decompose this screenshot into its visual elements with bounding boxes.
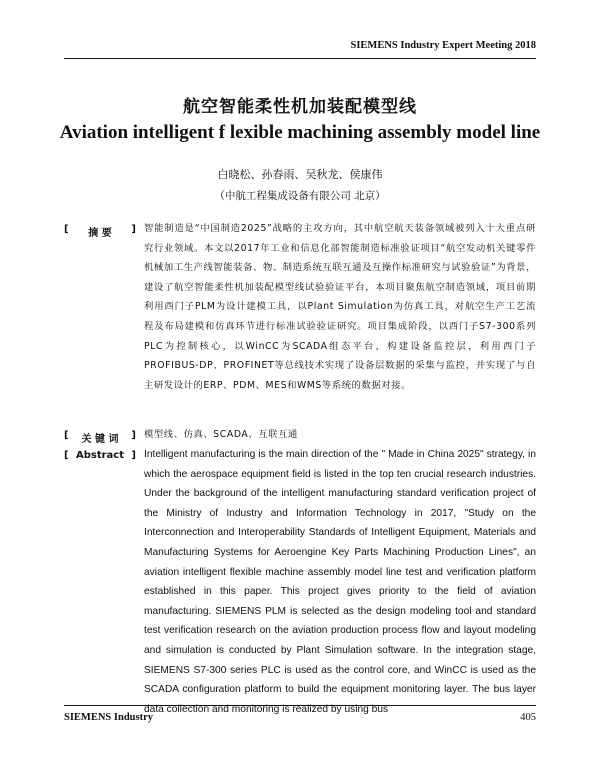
bracket-open: [ (64, 224, 69, 235)
keywords-text: 模型线、仿真、SCADA、互联互通 (144, 429, 298, 440)
abstract-en-label (64, 450, 136, 461)
keywords-label (64, 430, 136, 445)
footer-publication: SIEMENS Industry (64, 712, 153, 723)
bracket-open: [ (64, 450, 69, 461)
abstract-en-label-text: Abstract (75, 450, 125, 461)
bracket-open: [ (64, 430, 69, 441)
affiliation: （中航工程集成设备有限公司 北京） (214, 190, 386, 202)
keywords-label-text: 关 键 词 (81, 434, 119, 445)
abstract-cn-label (64, 224, 136, 239)
title-english: Aviation intelligent f lexible machining assembly model line (59, 122, 541, 143)
abstract-en-text: Intelligent manufacturing is the main direction of the " Made in China 2025" strategy, in which the aerospace equipment field is listed in the top ten crucial research industries. Under the background of the intelligent manufacturing standard verification project of the Ministry of Industry and Information Technology in 2017, "Study on the Interconnection and Interoperability Standards of Intelligent Equipment, Materials and Manufacturing Systems for Aeroengine Key Parts Machining Production Lines", an aviation intelligent flexible machine assembly model line test and verification platform established in this paper. This project gives priority to the field of aviation manufacturing. SIEMENS PLM is selected as the design modeling tool and standard test verification research on the aviation production process flow and layout modeling and simulation is conducted by Plant Simulation software. In the integration stage, SIEMENS S7-300 series PLC is used as the control core, and WinCC is used as the SCADA configuration platform to build the equipment monitoring layer. The bus layer data collection and monitoring is realized by using bus (144, 449, 536, 715)
title-chinese: 航空智能柔性机加装配模型线 (183, 97, 417, 117)
authors: 白晓松、孙春雨、吴秋龙、侯康伟 (217, 168, 383, 181)
header-rule (64, 58, 536, 59)
bracket-close: ] (131, 450, 136, 461)
page-number: 405 (520, 712, 536, 723)
running-header: SIEMENS Industry Expert Meeting 2018 (350, 40, 536, 51)
footer-rule (64, 705, 536, 706)
bracket-close: ] (131, 430, 136, 441)
abstract-cn-text: 智能制造是“中国制造2025”战略的主攻方向，其中航空航天装备领域被列入十大重点研究行业领域。本文以2017年工业和信息化部智能制造标准验证项目“航空发动机关键零件机械加工生产线智能装备、物、制造系统互联互通及互操作标准研究与试验验证”为背景，建设了航空智能柔性机加装配模型线试验验证平台，本项目聚焦航空制造领域，项目前期利用西门子PLM为设计建模工具，以Plant Simulation为仿真工具，对航空生产工艺流程及布局建模和仿真环节进行标准试验验证研究。项目集成阶段，以西门子S7-300系列PLC为控制核心，以WinCC为SCADA组态平台，构建设备监控层，利用西门子PROFIBUS-DP、PROFINET等总线技术实现了设备层数据的采集与监控，并实现了与自主研发设计的ERP、PDM、MES和WMS等系统的数据对接。 (144, 223, 536, 391)
abstract-cn-label-text: 摘 要 (88, 228, 112, 239)
bracket-close: ] (131, 224, 136, 235)
